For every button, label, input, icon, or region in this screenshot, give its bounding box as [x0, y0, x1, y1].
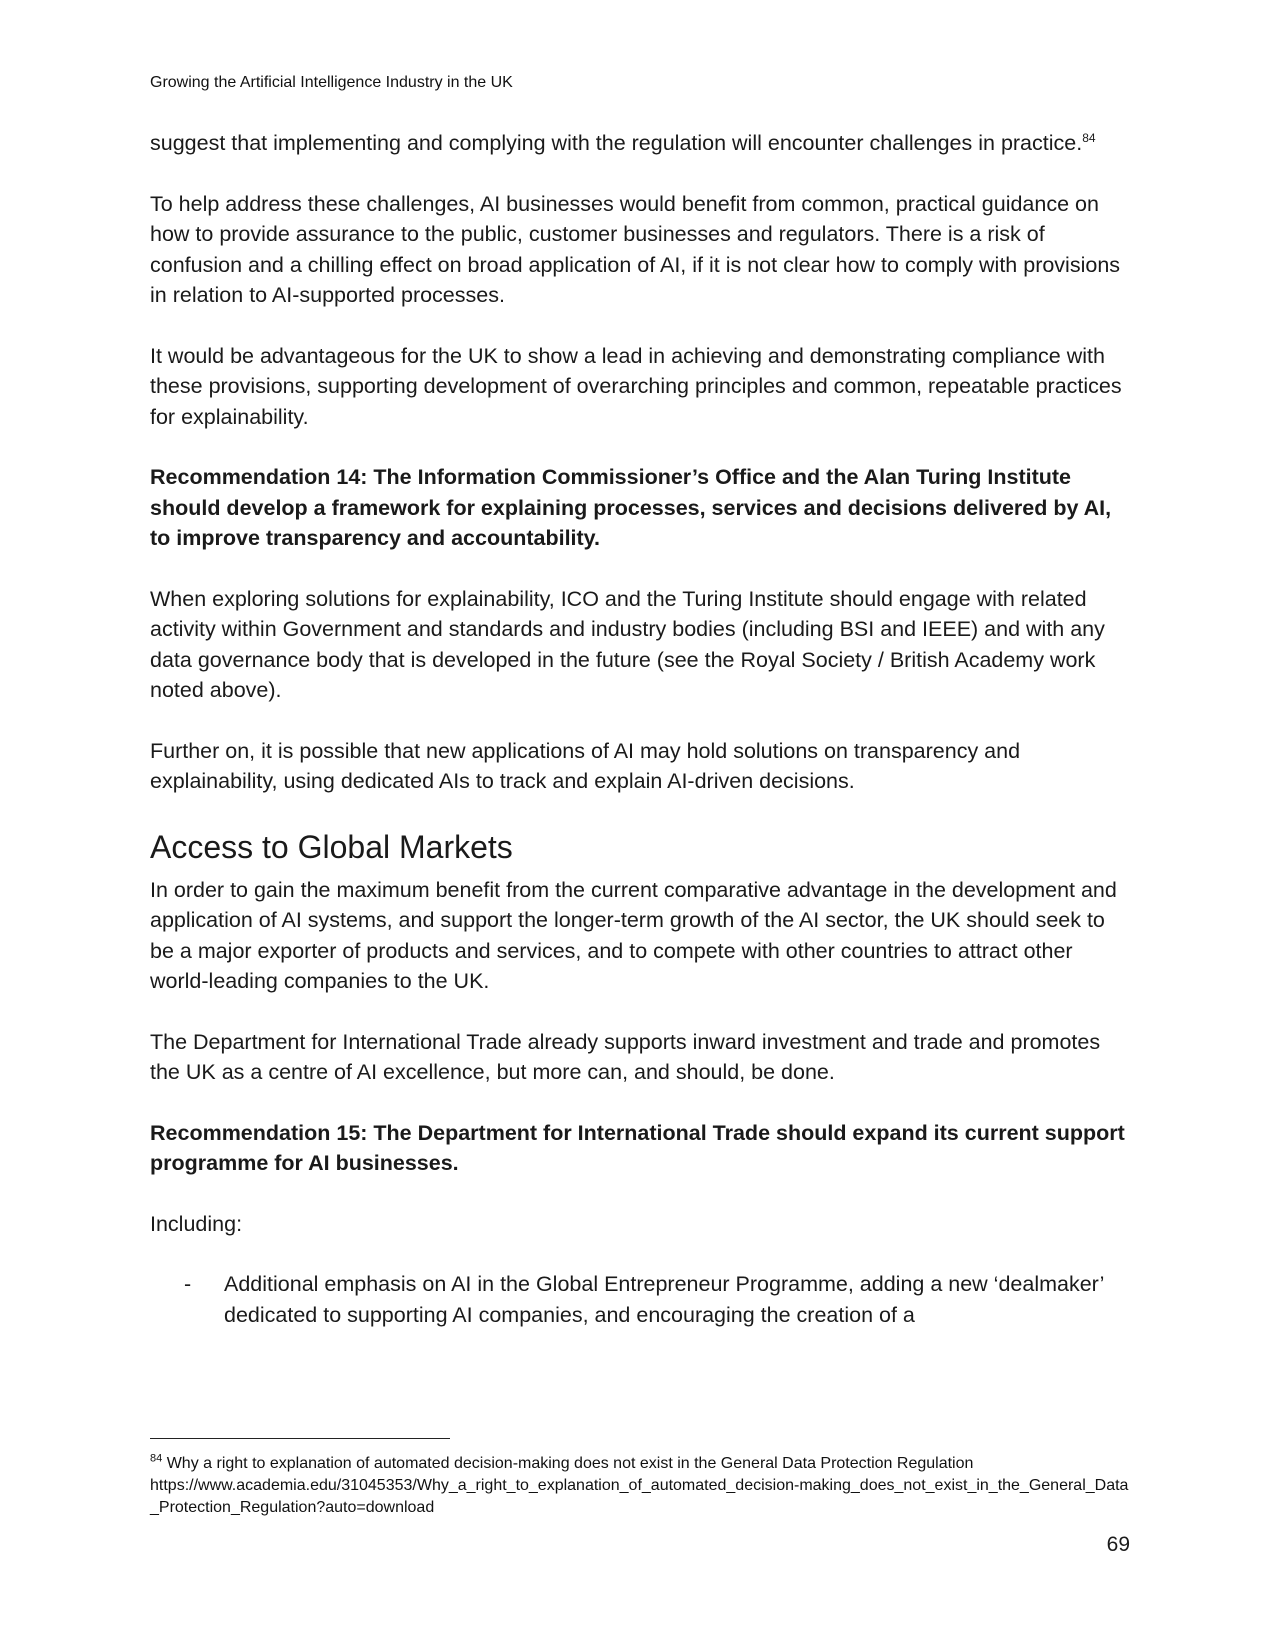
paragraph: To help address these challenges, AI businesses would benefit from common, practical guidance on how to provide assurance to the public, customer businesses and regulators. There is a risk of confusion and a chilling effect on broad application of AI, if it is not clear how to comply with provisions in relation to AI-supported processes. — [150, 191, 1121, 307]
paragraph: It would be advantageous for the UK to show a lead in achieving and demonstrating compliance with these provisions, supporting development of overarching principles and common, repeatable practices for explainability. — [150, 343, 1122, 429]
paragraph-text: suggest that implementing and complying with the regulation will encounter challenges in practice. — [150, 131, 1083, 155]
paragraph: In order to gain the maximum benefit from the current comparative advantage in the development and application of AI systems, and support the longer-term growth of the AI sector, the UK should seek to be a major exporter of products and services, and to compete with other countries to attract other world-leading companies to the UK. — [150, 877, 1117, 993]
list-item — [150, 1269, 1130, 1330]
footnote-title: Why a right to explanation of automated decision-making does not exist in the General Data Protection Regulation — [166, 1455, 974, 1472]
footnote-number: 84 — [150, 1452, 163, 1465]
footnote-link[interactable]: https://www.academia.edu/31045353/Why_a_right_to_explanation_of_automated_decision-making_does_not_exist_in_the_General_Data_Protection_Regulation?auto=download — [150, 1477, 1129, 1516]
footnote-reference[interactable]: 84 — [1082, 130, 1096, 145]
body-content — [150, 128, 1130, 1330]
section-heading: Access to Global Markets — [150, 828, 513, 865]
page-number: 69 — [1106, 1533, 1130, 1556]
recommendation-15: Recommendation 15: The Department for International Trade should expand its current support programme for AI businesses. — [150, 1120, 1125, 1175]
list-item-text: Additional emphasis on AI in the Global Entrepreneur Programme, adding a new ‘dealmaker’ dedicated to supporting AI companies, and encouraging the creation of a — [224, 1272, 1104, 1327]
paragraph — [150, 128, 1130, 159]
paragraph: Including: — [150, 1211, 243, 1236]
paragraph: Further on, it is possible that new applications of AI may hold solutions on transparency and explainability, using dedicated AIs to track and explain AI-driven decisions. — [150, 738, 1021, 793]
list-bullet-marker: - — [184, 1272, 192, 1296]
footnote-divider — [150, 1438, 450, 1439]
running-header: Growing the Artificial Intelligence Industry in the UK — [150, 74, 513, 91]
paragraph: The Department for International Trade already supports inward investment and trade and promotes the UK as a centre of AI excellence, but more can, and should, be done. — [150, 1029, 1101, 1084]
paragraph: When exploring solutions for explainability, ICO and the Turing Institute should engage with related activity within Government and standards and industry bodies (including BSI and IEEE) and with any data governance body that is developed in the future (see the Royal Society / British Academy work noted above). — [150, 586, 1105, 702]
footnote — [150, 1453, 1130, 1519]
recommendation-14: Recommendation 14: The Information Commissioner’s Office and the Alan Turing Institute should develop a framework for explaining processes, services and decisions delivered by AI, to improve transparency and accountability. — [150, 465, 1112, 550]
